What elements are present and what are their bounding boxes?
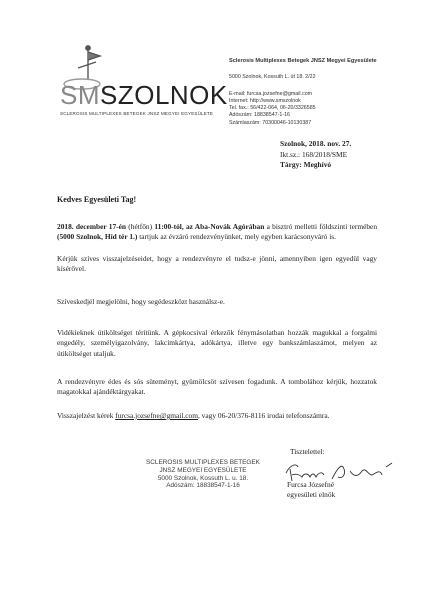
stamp-line-2: JNSZ MEGYEI EGYESÜLETE	[159, 466, 247, 474]
letter-meta	[280, 139, 410, 171]
org-email: E-mail: furcsa.jozsefne@gmail.com	[229, 90, 313, 97]
paragraph-rsvp: Kérjük szíves visszajelzéseidet, hogy a rendezvényre el tudsz-e jönni, amennyiben igen egyedül vagy kísérővel.	[57, 254, 377, 274]
contact-email-link[interactable]: furcsa.jozsefne@gmail.com	[115, 411, 198, 420]
logo-arm	[78, 62, 96, 68]
stamp-line-3: 5000 Szolnok, Kossuth L. u. 18.	[157, 474, 249, 482]
logo-wordmark	[60, 80, 228, 111]
contact-text-a: Visszajelzést kérek	[57, 411, 116, 420]
org-bank-account: Számlaszám: 70300046-10130387	[229, 119, 312, 126]
paragraph-mobility-aid: Szíveskedjél megjelölni, hogy segédeszközt használsz-e.	[57, 297, 225, 306]
stamp-line-1: SCLEROSIS MULTIPLEXES BETEGEK	[146, 459, 260, 466]
logo-brand-prefix: SM	[60, 80, 100, 110]
signer-name: Furcsa Józsefné	[287, 480, 334, 489]
event-location: (5000 Szolnok, Híd tér 1.)	[57, 232, 138, 242]
closing-regards: Tisztelettel:	[290, 447, 325, 456]
logo-head	[86, 46, 90, 50]
paragraph-travel-costs: Vidékieknek útiköltséget térítünk. A gépkocsival érkezők fénymásolatban hozzák magukkal a forgalmi engedély, személyigazolvány, lakcímkártya, adókártya, illetve egy bankszámlaszámot, melyen az útiköltséget utaljuk.	[57, 328, 377, 358]
event-text-c: tartjuk az évzáró rendezvényünket, mely egyben karácsonyváró is.	[137, 232, 336, 242]
event-text-a: (hétfőn)	[126, 222, 155, 231]
stamp-line-4: Adószám: 18838547-1-16	[166, 482, 240, 490]
subject-line: Tárgy: Meghívó	[280, 160, 332, 169]
place-date: Szolnok, 2018. nov. 27.	[280, 139, 352, 148]
signature-block	[287, 480, 335, 501]
org-website: Internet: http://www.smszolnok	[229, 97, 301, 104]
logo-flag	[88, 52, 100, 60]
logo-subtitle: SCLEROSIS MULTIPLEXES BETEGEK JNSZ MEGYEI EGYESÜLETE	[60, 111, 214, 116]
org-name: Sclerosis Multiplexes Betegek JNSZ Megyei Egyesülete	[229, 58, 377, 64]
contact-text-b: , vagy 06-20/376-8116 irodai telefonszámra.	[197, 411, 330, 420]
paragraph-refreshments: A rendezvényre édes és sós süteményt, gyümölcsöt szívesen fogadunk. A tombolához kérjük, hozzatok magatokkal ajándéktárgyakat.	[57, 377, 377, 397]
org-phone: Tel. fax.: 56/422-064, 06-20/3326585	[229, 105, 316, 112]
paragraph-contact	[57, 411, 377, 421]
reference-number: Ikt.sz.: 168/2018/SME	[280, 149, 348, 159]
organization-stamp	[128, 459, 278, 490]
greeting: Kedves Egyesületi Tag!	[57, 195, 137, 204]
org-tax-number: Adószám: 18838547-1-16	[229, 112, 290, 119]
event-time-venue: 11:00-tól, az Aba-Novák Agórában	[154, 222, 265, 231]
event-text-b: a bisztró melletti földszinti termében	[264, 222, 378, 231]
org-address: 5000 Szolnok, Kossuth L. út 18. 2/22	[229, 74, 316, 81]
logo-brand-rest: SZOLNOK	[100, 80, 228, 110]
signer-title: egyesületi elnök	[287, 490, 336, 500]
paragraph-event	[57, 222, 377, 243]
event-date: 2018. december 17-én	[57, 222, 127, 231]
letterhead-contact-block	[229, 58, 399, 127]
